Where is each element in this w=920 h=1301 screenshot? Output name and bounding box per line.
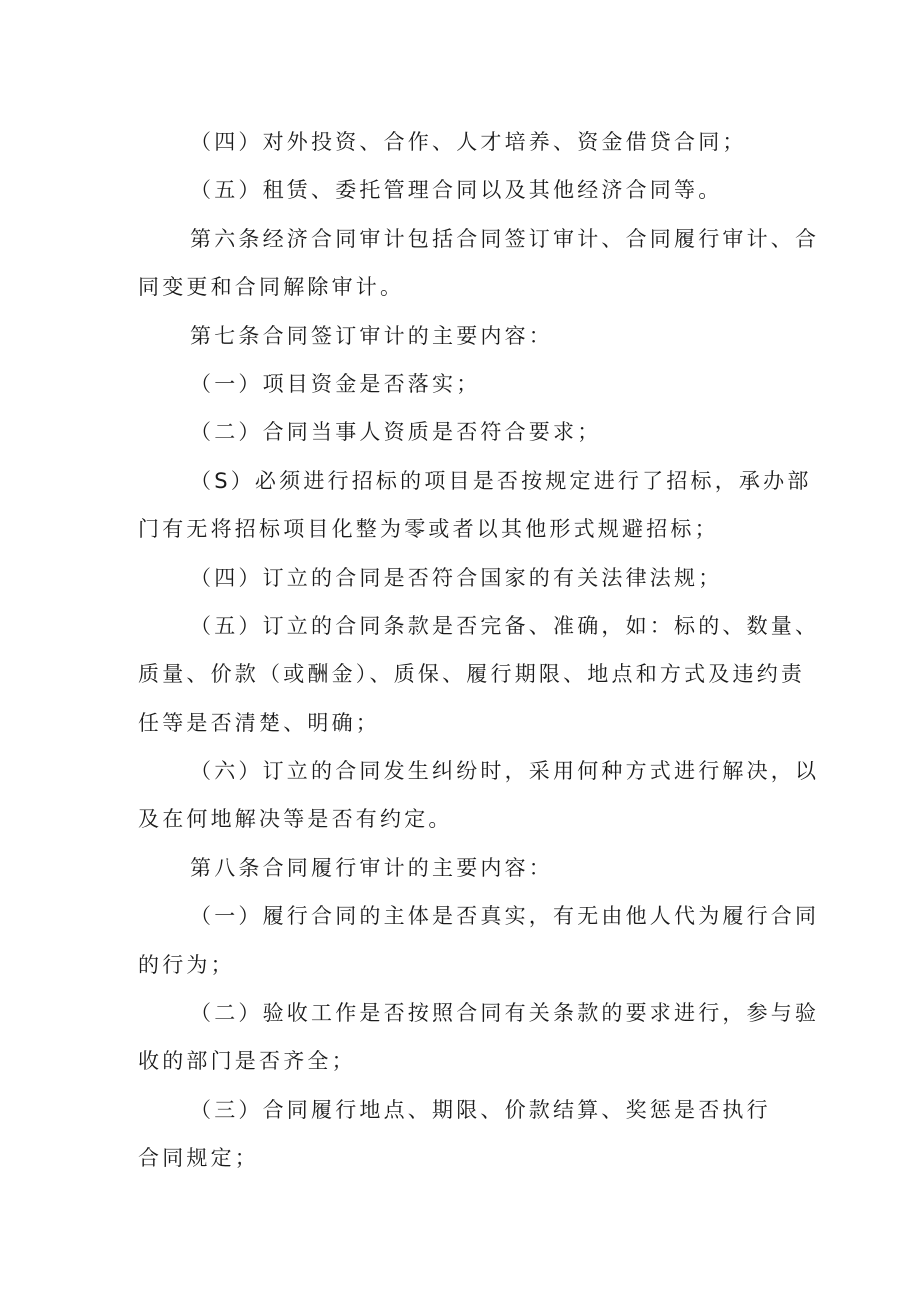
paragraph-article-7	[138, 312, 798, 360]
text-line: （一）履行合同的主体是否真实，有无由他人代为履行合同	[190, 904, 820, 929]
text-line: 第六条经济合同审计包括合同签订审计、合同履行审计、合	[190, 226, 820, 251]
text-line: 及在何地解决等是否有约定。	[138, 807, 453, 832]
text-line: （五）订立的合同条款是否完备、准确，如：标的、数量、	[190, 613, 820, 638]
text-line: 质量、价款（或酬金）、质保、履行期限、地点和方式及违约责	[138, 662, 806, 687]
paragraph-art7-item-3	[138, 457, 812, 554]
paragraph-art7-item-5	[138, 602, 820, 747]
paragraph-art7-item-1	[138, 360, 798, 408]
paragraph-art8-item-2	[138, 989, 820, 1086]
text-line: 任等是否清楚、明确；	[138, 710, 380, 735]
text-line: （五）租赁、委托管理合同以及其他经济合同等。	[190, 178, 723, 203]
text-line: 的行为；	[138, 952, 235, 977]
text-line: （二）验收工作是否按照合同有关条款的要求进行，参与验	[190, 1001, 820, 1026]
text-line: （四）对外投资、合作、人才培养、资金借贷合同；	[190, 130, 747, 154]
paragraph-article-8	[138, 844, 798, 892]
text-line: （四）订立的合同是否符合国家的有关法律法规；	[190, 565, 723, 590]
paragraph-art8-item-1	[138, 892, 820, 989]
paragraph-art7-item-2	[138, 408, 798, 456]
document-body	[138, 118, 820, 1183]
paragraph-art7-item-6	[138, 747, 820, 844]
text-line: （二）合同当事人资质是否符合要求；	[190, 420, 602, 445]
text-line: 收的部门是否齐全；	[138, 1049, 356, 1074]
text-line: （六）订立的合同发生纠纷时，采用何种方式进行解决，以	[190, 759, 820, 784]
text-line: 合同规定；	[138, 1146, 259, 1171]
paragraph-art8-item-3	[138, 1086, 798, 1183]
text-line: （三）合同履行地点、期限、价款结算、奖惩是否执行	[190, 1097, 771, 1122]
text-line: 第八条合同履行审计的主要内容：	[190, 855, 553, 880]
paragraph-item-5-lease	[138, 166, 798, 214]
paragraph-item-4-investment	[138, 118, 798, 166]
text-line: 门有无将招标项目化整为零或者以其他形式规避招标；	[138, 517, 719, 542]
text-line: （S）必须进行招标的项目是否按规定进行了招标，承办部	[190, 468, 812, 493]
paragraph-art7-item-4	[138, 554, 798, 602]
text-line: 同变更和合同解除审计。	[138, 275, 405, 300]
text-line: （一）项目资金是否落实；	[190, 371, 481, 396]
paragraph-article-6	[138, 215, 820, 312]
text-line: 第七条合同签订审计的主要内容：	[190, 323, 553, 348]
